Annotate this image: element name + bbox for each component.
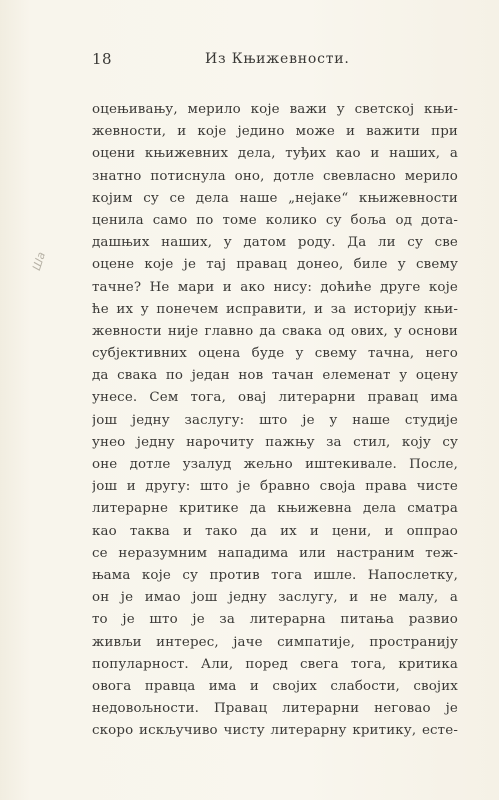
text-line: се неразумним нападима или настраним теж- <box>92 545 458 561</box>
text-line: тачне? Не мари и ако нису: доћиће друге које <box>92 279 458 295</box>
text-line: оцени књижевних дела, туђих као и наших, а <box>92 146 458 162</box>
text-line: као таква и тако да их и цени, и оппрао <box>92 523 458 539</box>
text-line: знатно потиснула оно, дотле свевласно мерило <box>92 168 458 184</box>
text-line: овога правца има и својих слабости, својих <box>92 678 458 694</box>
text-line: жевности, и које једино може и важити при <box>92 124 458 140</box>
text-line: оцене које је тај правац донео, биле у свему <box>92 257 458 273</box>
text-line: литерарне критике да књижевна дела сматра <box>92 501 458 517</box>
text-line: унео једну нарочиту пажњу за стил, коју су <box>92 434 458 450</box>
text-line: живљи интерес, јаче симпатије, пространију <box>92 634 458 650</box>
text-line: скоро искључиво чисту литерарну критику, есте- <box>92 723 458 739</box>
text-line: оцењивању, мерило које важи у светској књи- <box>92 102 458 117</box>
margin-pencil-note: Ша <box>30 250 49 273</box>
text-line: још и другу: што је бравно своја права чисте <box>92 479 458 495</box>
text-line: којим су се дела наше „нејаке“ књижевности <box>92 190 458 206</box>
text-line: популарност. Али, поред свега тога, критика <box>92 656 458 672</box>
body-text <box>92 99 458 742</box>
text-line: субјективних оцена буде у свему тачна, него <box>92 346 458 362</box>
page-number: 18 <box>92 50 113 68</box>
text-line: он је имао још једну заслугу, и не малу, а <box>92 590 458 606</box>
text-line: да свака по један нов тачан елеменат у оцену <box>92 368 458 384</box>
page-header <box>92 50 452 72</box>
text-line: жевности није главно да свака од ових, у основи <box>92 323 458 339</box>
running-title: Из Књижевности. <box>205 51 350 67</box>
text-line: унесе. Сем тога, овај литерарни правац има <box>92 390 458 406</box>
text-line: њама које су против тога ишле. Напослетку, <box>92 567 458 583</box>
text-line: оне дотле узалуд жељно иштекивале. После, <box>92 457 458 472</box>
text-line: још једну заслугу: што је у наше студије <box>92 412 458 428</box>
text-line: ће их у понечем исправити, и за историју књи- <box>92 301 458 317</box>
text-line: то је што је за литерарна питања развио <box>92 612 458 628</box>
text-line: ценила само по томе колико су боља од дота- <box>92 212 458 228</box>
text-line: недовољности. Правац литерарни неговао је <box>92 701 458 717</box>
text-line: дашњих наших, у датом роду. Да ли су све <box>92 235 458 251</box>
